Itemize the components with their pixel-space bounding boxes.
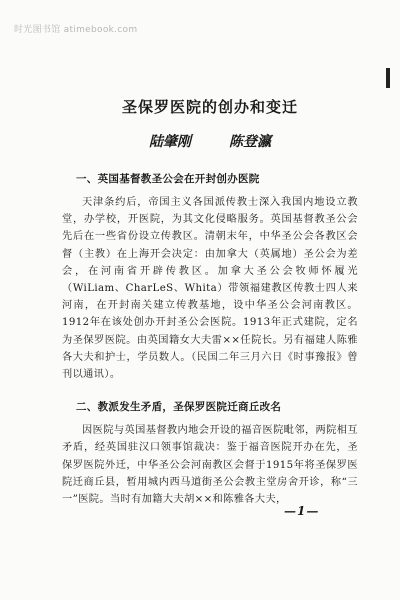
section-paragraph-1: 天津条约后，帝国主义各国派传教士深入我国内地设立教堂，办学校，开医院，为其文化侵略服务。英国基督教圣公会先后在一些省份设立传教区。清朝末年，中华圣公会各教区会督（主教）在上海开会决定：由加拿大（英属地）圣公会为差会，在河南省开辟传教区。加拿大圣公会牧师怀履光（WiLiam、CharLeS、Whita）带领福建教区传教士四人来河南，在开封南关建立传教基地，设中华圣公会河南教区。1912年在该处创办开封圣公会医院。1913年正式建院，定名为圣保罗医院。由英国籍女大夫雷××任院长。另有福建人陈雅各大夫和护士，学员数人。（民国二年三月六日《时事豫报》曾刊以通讯）。 [62,197,358,381]
author-2: 陈登瀛 [229,134,271,150]
section-heading-2: 二、教派发生矛盾，圣保罗医院迁商丘改名 [76,401,282,414]
authors [62,131,358,151]
watermark: 时光图书馆 atimebook.com [14,25,138,35]
page-number: —1— [284,504,320,518]
section-heading-1: 一、英国基督教圣公会在开封创办医院 [76,173,260,185]
document-page [62,96,358,512]
author-1: 陆肇刚 [149,134,191,150]
margin-mark [386,68,390,88]
article-title: 圣保罗医院的创办和变迁 [121,98,298,116]
section-paragraph-2: 因医院与英国基督教内地会开设的福音医院毗邻，两院相互矛盾，经英国驻汉口领事馆裁决：鉴于福音医院开办在先，圣保罗医院外迁，中华圣公会河南教区会督于1915年将圣保罗医院迁商丘县，暂用城内西马道街圣公会教主堂房舍开诊，称“三一”医院。当时有加籍大夫胡××和陈雅各大夫， [62,425,358,506]
